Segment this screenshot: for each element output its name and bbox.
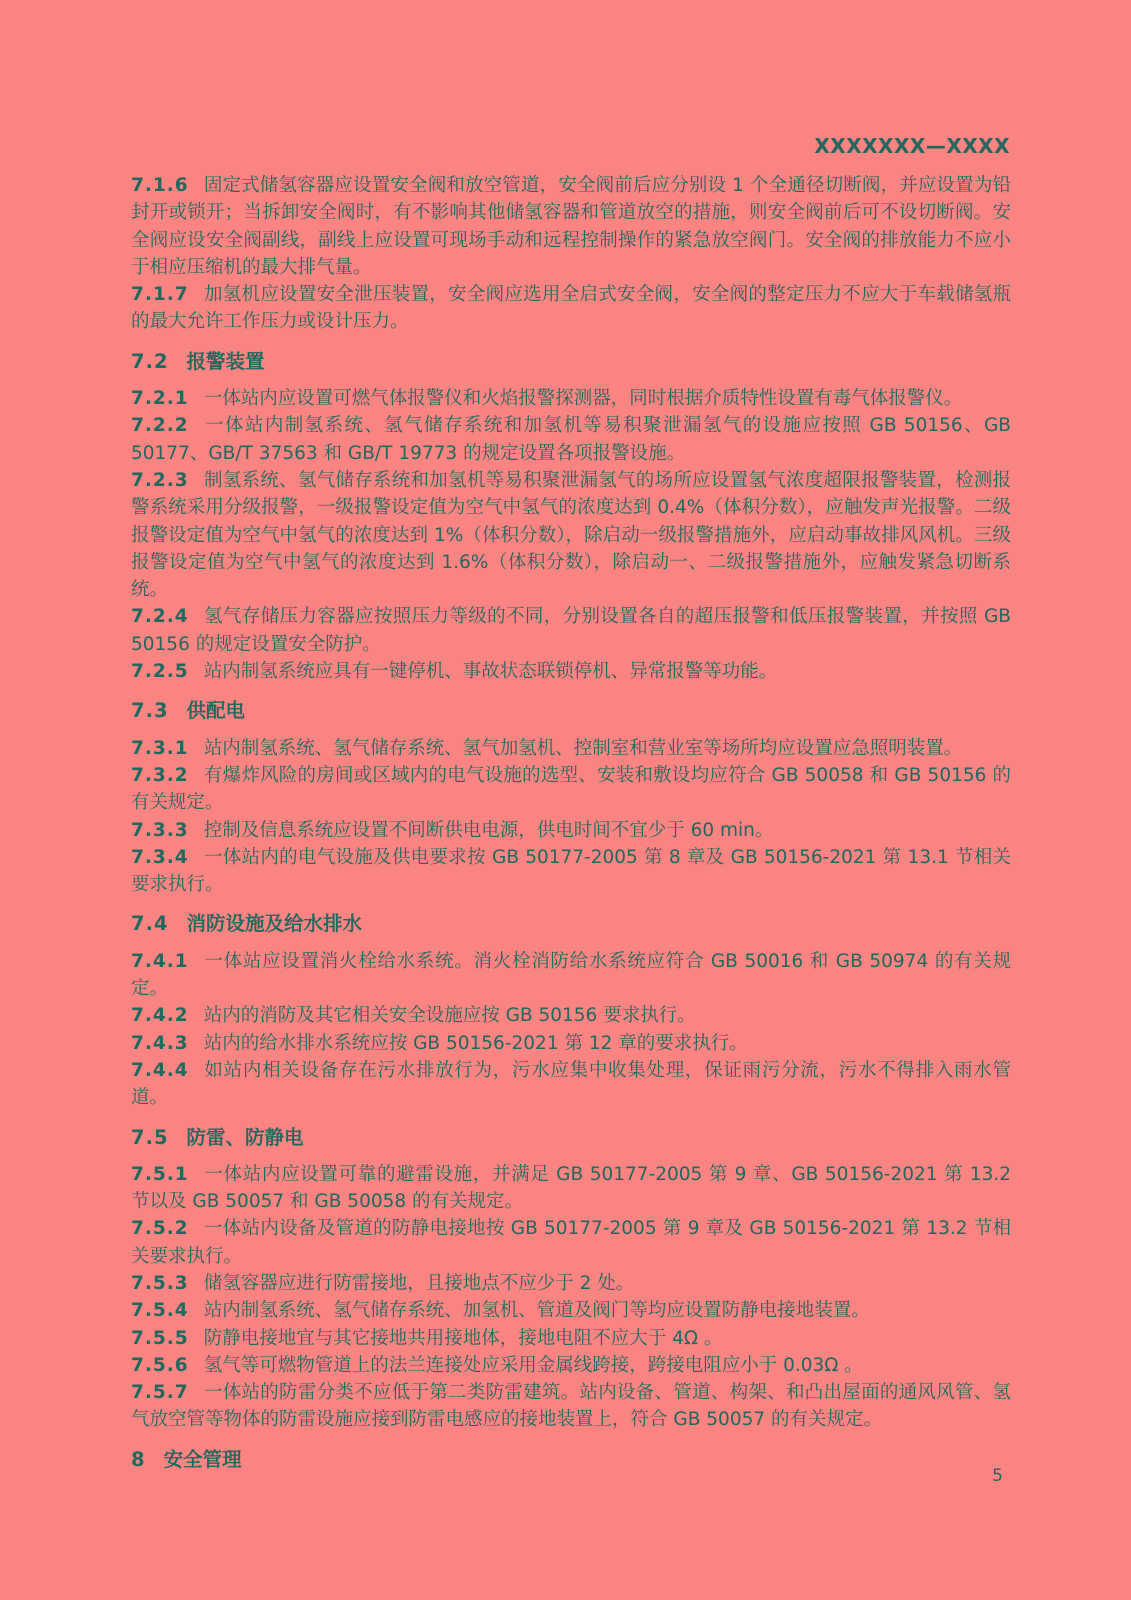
clause-number: 7.5.1 bbox=[131, 1163, 189, 1185]
clause-paragraph bbox=[131, 735, 1011, 762]
clause-number: 7.3.1 bbox=[131, 737, 189, 759]
section-number: 7.4 bbox=[131, 912, 169, 936]
document-body bbox=[131, 172, 1011, 1483]
clause-text: 储氢容器应进行防雷接地，且接地点不应少于 2 处。 bbox=[203, 1272, 635, 1294]
clause-text: 控制及信息系统应设置不间断供电电源，供电时间不宜少于 60 min。 bbox=[203, 819, 774, 841]
clause-paragraph bbox=[131, 844, 1011, 899]
clause-text: 如站内相关设备存在污水排放行为，污水应集中收集处理，保证雨污分流，污水不得排入雨水管道。 bbox=[131, 1059, 1011, 1109]
section-heading bbox=[131, 910, 1011, 937]
section-title: 消防设施及给水排水 bbox=[186, 912, 363, 936]
clause-paragraph bbox=[131, 817, 1011, 844]
clause-number: 7.5.5 bbox=[131, 1327, 189, 1349]
clause-number: 7.5.3 bbox=[131, 1272, 189, 1294]
clause-number: 7.5.2 bbox=[131, 1218, 189, 1240]
clause-text: 防静电接地宜与其它接地共用接地体，接地电阻不应大于 4Ω 。 bbox=[203, 1327, 723, 1349]
clause-number: 7.4.3 bbox=[131, 1032, 189, 1054]
clause-paragraph bbox=[131, 467, 1011, 603]
clause-number: 7.2.2 bbox=[131, 415, 189, 437]
clause-paragraph bbox=[131, 281, 1011, 336]
clause-number: 7.1.6 bbox=[131, 175, 189, 196]
section-number: 8 bbox=[131, 1447, 146, 1471]
clause-text: 氢气等可燃物管道上的法兰连接处应采用金属线跨接，跨接电阻应小于 0.03Ω 。 bbox=[203, 1354, 863, 1376]
clause-paragraph bbox=[131, 1325, 1011, 1352]
clause-text: 站内的消防及其它相关安全设施应按 GB 50156 要求执行。 bbox=[203, 1005, 696, 1027]
clause-text: 一体站内设备及管道的防静电接地按 GB 50177-2005 第 9 章及 GB 50156-2021 第 13.2 节相关要求执行。 bbox=[131, 1218, 1011, 1267]
clause-number: 7.3.4 bbox=[131, 846, 189, 868]
clause-text: 有爆炸风险的房间或区域内的电气设施的选型、安装和敷设均应符合 GB 50058 和 GB 50156 的有关规定。 bbox=[131, 764, 1011, 814]
clause-text: 制氢系统、氢气储存系统和加氢机等易积聚泄漏氢气的场所应设置氢气浓度超限报警装置，检测报警系统采用分级报警，一级报警设定值为空气中氢气的浓度达到 0.4%（体积分数），应触发声光报警。二级报警设定值为空气中氢气的浓度达到 1%（体积分数），除启动一级报警措施外，应启动事故排风风机。三级报警设定值为空气中氢气的浓度达到 1.6%（体积分数），除启动一、二级报警措施外，应触发紧急切断系统。 bbox=[131, 469, 1011, 601]
clause-paragraph bbox=[131, 1161, 1011, 1216]
clause-paragraph bbox=[131, 603, 1011, 658]
clause-text: 一体站应设置消火栓给水系统。消火栓消防给水系统应符合 GB 50016 和 GB 50974 的有关规定。 bbox=[131, 950, 1011, 1000]
clause-paragraph bbox=[131, 948, 1011, 1003]
clause-paragraph bbox=[131, 1352, 1011, 1379]
clause-paragraph bbox=[131, 762, 1011, 817]
clause-paragraph bbox=[131, 1270, 1011, 1297]
clause-text: 站内制氢系统、氢气储存系统、氢气加氢机、控制室和营业室等场所均应设置应急照明装置。 bbox=[203, 737, 963, 759]
clause-text: 加氢机应设置安全泄压装置，安全阀应选用全启式安全阀，安全阀的整定压力不应大于车载储氢瓶的最大允许工作压力或设计压力。 bbox=[131, 284, 1011, 333]
clause-number: 7.5.4 bbox=[131, 1300, 189, 1322]
clause-paragraph bbox=[131, 1030, 1011, 1057]
section-heading bbox=[131, 1124, 1011, 1151]
section-title: 供配电 bbox=[186, 699, 246, 723]
clause-number: 7.4.2 bbox=[131, 1005, 189, 1027]
clause-text: 固定式储氢容器应设置安全阀和放空管道，安全阀前后应分别设 1 个全通径切断阀，并应设置为铅封开或锁开；当拆卸安全阀时，有不影响其他储氢容器和管道放空的措施，则安全阀前后可不设切断阀。安全阀应设安全阀副线，副线上应设置可现场手动和远程控制操作的紧急放空阀门。安全阀的排放能力不应小于相应压缩机的最大排气量。 bbox=[131, 175, 1011, 278]
clause-text: 一体站内的电气设施及供电要求按 GB 50177-2005 第 8 章及 GB 50156-2021 第 13.1 节相关要求执行。 bbox=[131, 846, 1011, 896]
clause-text: 一体站的防雷分类不应低于第二类防雷建筑。站内设备、管道、构架、和凸出屋面的通风风管、氢气放空管等物体的防雷设施应接到防雷电感应的接地装置上，符合 GB 50057 的有关规定。 bbox=[131, 1382, 1011, 1431]
clause-number: 7.4.1 bbox=[131, 950, 189, 972]
clause-number: 7.2.5 bbox=[131, 661, 189, 683]
clause-number: 7.3.2 bbox=[131, 764, 189, 786]
clause-paragraph bbox=[131, 1002, 1011, 1029]
section-number: 7.5 bbox=[131, 1125, 169, 1149]
document-header bbox=[131, 134, 1010, 158]
clause-number: 7.5.7 bbox=[131, 1382, 189, 1404]
clause-text: 站内制氢系统应具有一键停机、事故状态联锁停机、异常报警等功能。 bbox=[203, 661, 778, 683]
clause-paragraph bbox=[131, 172, 1011, 281]
section-heading bbox=[131, 697, 1011, 724]
section-title: 防雷、防静电 bbox=[186, 1125, 304, 1149]
page-number: 5 bbox=[992, 1466, 1003, 1486]
section-number: 7.3 bbox=[131, 699, 169, 723]
clause-number: 7.4.4 bbox=[131, 1059, 189, 1081]
section-number: 7.2 bbox=[131, 349, 169, 373]
clause-text: 一体站内制氢系统、氢气储存系统和加氢机等易积聚泄漏氢气的设施应按照 GB 50156、GB 50177、GB/T 37563 和 GB/T 19773 的规定设置各项报警设施。 bbox=[131, 415, 1011, 464]
clause-number: 7.2.4 bbox=[131, 606, 189, 628]
clause-paragraph bbox=[131, 1215, 1011, 1270]
clause-number: 7.1.7 bbox=[131, 284, 189, 306]
clause-paragraph bbox=[131, 412, 1011, 467]
clause-paragraph bbox=[131, 1297, 1011, 1324]
clause-paragraph bbox=[131, 385, 1011, 412]
section-title: 报警装置 bbox=[186, 349, 265, 373]
section-title: 安全管理 bbox=[163, 1447, 242, 1471]
clause-text: 一体站内应设置可靠的避雷设施，并满足 GB 50177-2005 第 9 章、GB 50156-2021 第 13.2 节以及 GB 50057 和 GB 50058 的有关规定。 bbox=[131, 1163, 1011, 1213]
clause-paragraph bbox=[131, 1057, 1011, 1112]
clause-text: 站内制氢系统、氢气储存系统、加氢机、管道及阀门等均应设置防静电接地装置。 bbox=[203, 1300, 870, 1322]
clause-number: 7.2.1 bbox=[131, 388, 189, 410]
clause-number: 7.2.3 bbox=[131, 469, 189, 491]
clause-number: 7.3.3 bbox=[131, 819, 189, 841]
clause-text: 一体站内应设置可燃气体报警仪和火焰报警探测器，同时根据介质特性设置有毒气体报警仪。 bbox=[203, 388, 963, 410]
standard-code: XXXXXXX—XXXX bbox=[814, 134, 1010, 158]
clause-paragraph bbox=[131, 658, 1011, 685]
clause-paragraph bbox=[131, 1379, 1011, 1434]
clause-text: 氢气存储压力容器应按照压力等级的不同，分别设置各自的超压报警和低压报警装置，并按照 GB 50156 的规定设置安全防护。 bbox=[131, 606, 1011, 655]
clause-text: 站内的给水排水系统应按 GB 50156-2021 第 12 章的要求执行。 bbox=[203, 1032, 748, 1054]
section-heading bbox=[131, 348, 1011, 375]
clause-number: 7.5.6 bbox=[131, 1354, 189, 1376]
document-footer bbox=[131, 1466, 1003, 1486]
